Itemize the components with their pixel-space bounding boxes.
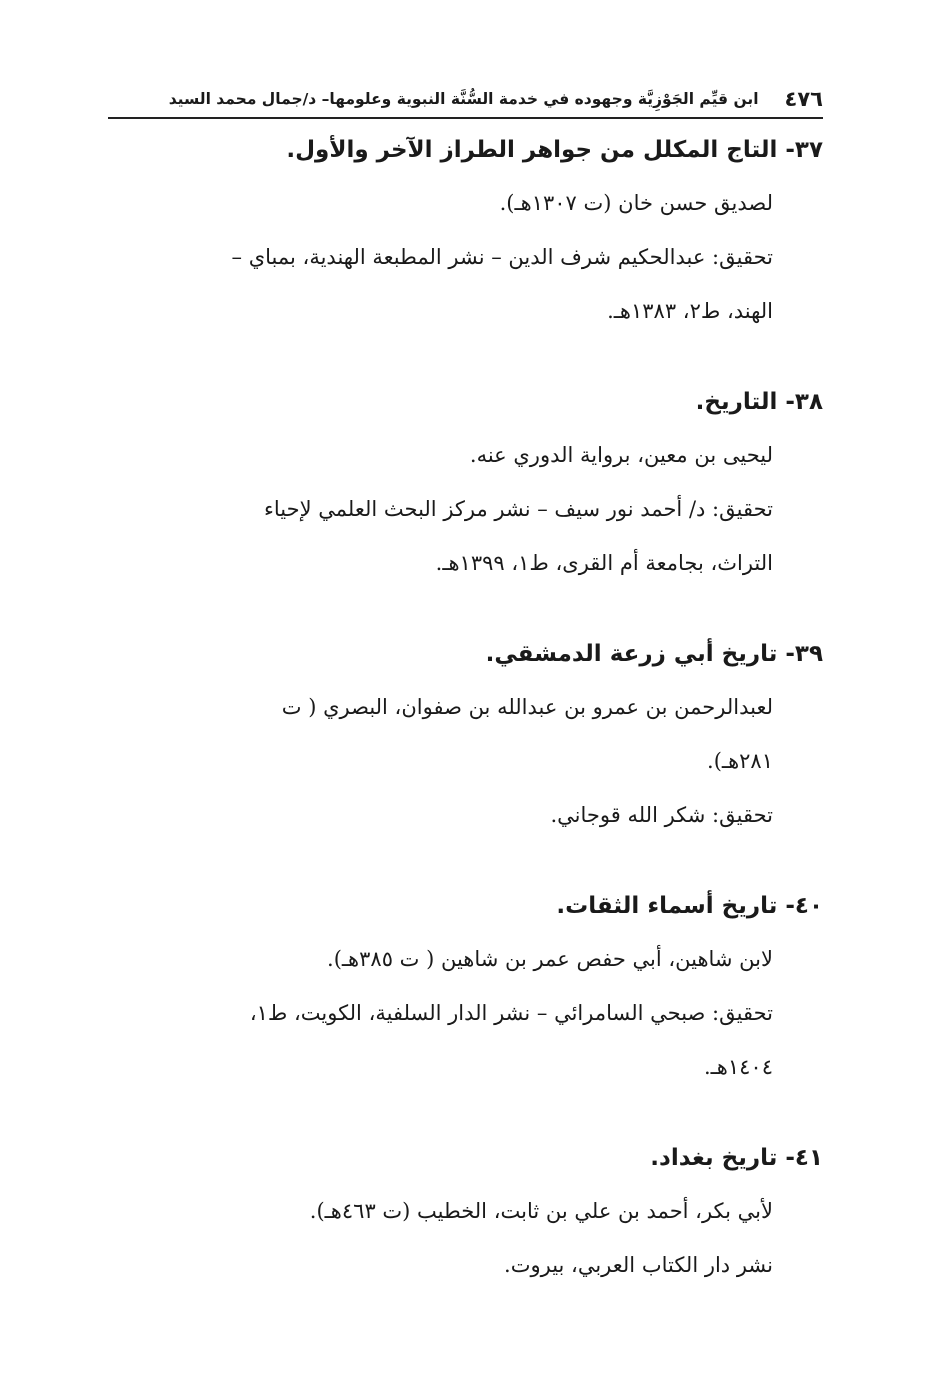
entry-line: تحقيق: صبحي السامرائي – نشر الدار السلفية، الكويت، ط١،: [249, 1001, 773, 1025]
entry-line: نشر دار الكتاب العربي، بيروت.: [504, 1253, 773, 1277]
entry-line: تحقيق: شكر الله قوجاني.: [550, 803, 773, 827]
entry-line: تحقيق: عبدالحكيم شرف الدين – نشر المطبعة الهندية، بمباي –: [231, 245, 773, 269]
entry-line: ليحيى بن معين، برواية الدوري عنه.: [469, 443, 773, 467]
header-rule: [108, 117, 823, 119]
bibliography-list: [108, 124, 823, 1292]
entry-line: لابن شاهين، أبي حفص عمر بن شاهين ( ت ٣٨٥هـ).: [327, 947, 773, 971]
entry-line: لصديق حسن خان (ت ١٣٠٧هـ).: [499, 191, 773, 215]
bibliography-entry-40: [108, 880, 823, 1094]
entry-title: ٤١- تاريخ بغداد.: [650, 1145, 823, 1171]
page-number: ٤٧٦: [784, 87, 823, 111]
entry-line: ١٤٠٤هـ.: [703, 1055, 773, 1079]
bibliography-entry-41: [108, 1132, 823, 1292]
entry-title: ٤٠- تاريخ أسماء الثقات.: [556, 893, 823, 919]
entry-title: ٣٩- تاريخ أبي زرعة الدمشقي.: [485, 641, 823, 667]
entry-line: التراث، بجامعة أم القرى، ط١، ١٣٩٩هـ.: [435, 551, 773, 575]
entry-line: ٢٨١هـ).: [707, 749, 773, 773]
entry-title: ٣٨- التاريخ.: [695, 389, 823, 415]
bibliography-entry-38: [108, 376, 823, 590]
entry-line: تحقيق: د/ أحمد نور سيف – نشر مركز البحث العلمي لإحياء: [264, 497, 773, 521]
page-header: [108, 82, 823, 116]
entry-line: لعبدالرحمن بن عمرو بن عبدالله بن صفوان، البصري ( ت: [281, 695, 773, 719]
entry-title: ٣٧- التاج المكلل من جواهر الطراز الآخر والأول.: [286, 137, 823, 163]
entry-line: الهند، ط٢، ١٣٨٣هـ.: [607, 299, 773, 323]
bibliography-entry-37: [108, 124, 823, 338]
running-title: ابن قيِّم الجَوْزِيَّة وجهوده في خدمة السُّنَّة النبوية وعلومها– د/جمال محمد السيد: [168, 90, 759, 108]
bibliography-entry-39: [108, 628, 823, 842]
entry-line: لأبي بكر، أحمد بن علي بن ثابت، الخطيب (ت ٤٦٣هـ).: [309, 1199, 773, 1223]
